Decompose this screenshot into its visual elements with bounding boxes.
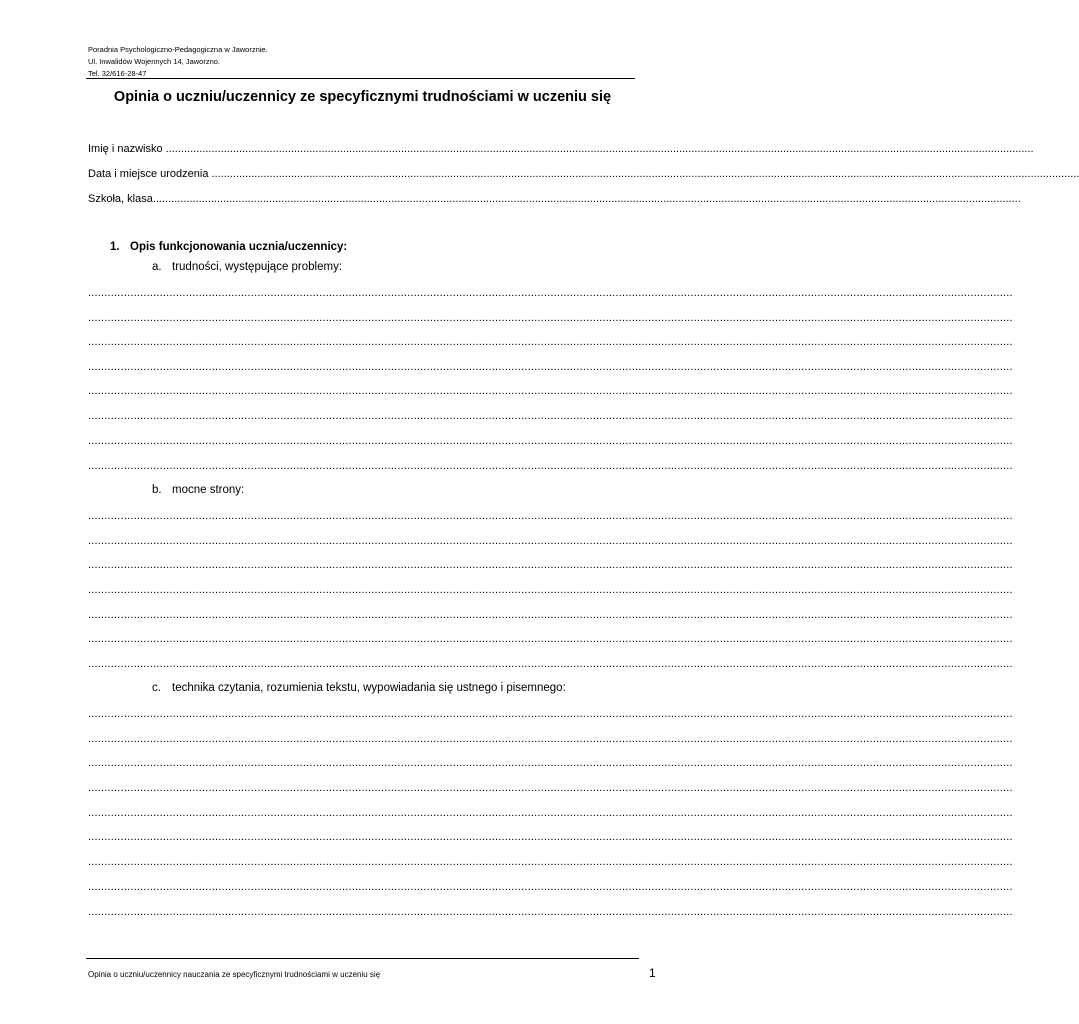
header-institution: Poradnia Psychologiczno-Pedagogiczna w Jaworznie. <box>88 45 268 54</box>
answer-line: ............................................................................................................................................................................................................................................................................................ <box>88 733 1013 745</box>
answer-line: ............................................................................................................................................................................................................................................................................................ <box>88 287 1013 299</box>
answer-line: ............................................................................................................................................................................................................................................................................................ <box>88 361 1013 373</box>
answer-line: ............................................................................................................................................................................................................................................................................................ <box>88 906 1013 918</box>
answer-line: ............................................................................................................................................................................................................................................................................................ <box>88 312 1013 324</box>
answer-line: ............................................................................................................................................................................................................................................................................................ <box>88 856 1013 868</box>
answer-line: ............................................................................................................................................................................................................................................................................................ <box>88 782 1013 794</box>
header-phone: Tel. 32/616-28-47 <box>88 69 147 78</box>
birth-field <box>88 168 1079 180</box>
subsection-a-heading <box>152 261 342 273</box>
school-dots: ............................................................................................................................................................................................................................................................................................ <box>152 193 1021 205</box>
birth-dots: ............................................................................................................................................................................................................................................................................................ <box>211 168 1079 180</box>
section-1-number: 1. <box>110 241 120 253</box>
answer-line: ............................................................................................................................................................................................................................................................................................ <box>88 460 1013 472</box>
document-title: Opinia o uczniu/uczennicy ze specyficznymi trudnościami w uczeniu się <box>113 89 612 105</box>
answer-line: ............................................................................................................................................................................................................................................................................................ <box>88 807 1013 819</box>
answer-line: ............................................................................................................................................................................................................................................................................................ <box>88 831 1013 843</box>
name-field <box>88 143 1034 155</box>
name-label: Imię i nazwisko <box>88 143 166 155</box>
answer-line: ............................................................................................................................................................................................................................................................................................ <box>88 658 1013 670</box>
header-street: Ul. Inwalidów Wojennych 14, Jaworzno. <box>88 57 221 66</box>
answer-line: ............................................................................................................................................................................................................................................................................................ <box>88 535 1013 547</box>
answer-line: ............................................................................................................................................................................................................................................................................................ <box>88 757 1013 769</box>
answer-line: ............................................................................................................................................................................................................................................................................................ <box>88 385 1013 397</box>
header-address <box>88 44 268 80</box>
section-1-title: Opis funkcjonowania ucznia/uczennicy: <box>130 241 348 253</box>
answer-line: ............................................................................................................................................................................................................................................................................................ <box>88 510 1013 522</box>
answer-line: ............................................................................................................................................................................................................................................................................................ <box>88 881 1013 893</box>
school-label: Szkoła, klasa <box>88 193 153 205</box>
footer-text: Opinia o uczniu/uczennicy nauczania ze specyficznymi trudnościami w uczeniu się <box>88 970 381 979</box>
subsection-b-heading <box>152 484 244 496</box>
subsection-a-label: trudności, występujące problemy: <box>172 261 343 273</box>
answer-line: ............................................................................................................................................................................................................................................................................................ <box>88 609 1013 621</box>
subsection-b-label: mocne strony: <box>172 484 245 496</box>
school-field <box>88 193 1021 205</box>
answer-line: ............................................................................................................................................................................................................................................................................................ <box>88 435 1013 447</box>
subsection-c-letter: c. <box>152 682 161 694</box>
answer-line: ............................................................................................................................................................................................................................................................................................ <box>88 410 1013 422</box>
answer-line: ............................................................................................................................................................................................................................................................................................ <box>88 633 1013 645</box>
page-number: 1 <box>649 966 656 980</box>
subsection-c-heading <box>152 682 566 694</box>
answer-line: ............................................................................................................................................................................................................................................................................................ <box>88 708 1013 720</box>
footer-divider <box>86 958 639 959</box>
subsection-a-letter: a. <box>152 261 162 273</box>
name-dots: ............................................................................................................................................................................................................................................................................................ <box>165 143 1034 155</box>
header-divider <box>86 78 635 79</box>
birth-label: Data i miejsce urodzenia <box>88 168 212 180</box>
answer-line: ............................................................................................................................................................................................................................................................................................ <box>88 559 1013 571</box>
subsection-c-label: technika czytania, rozumienia tekstu, wypowiadania się ustnego i pisemnego: <box>172 682 566 694</box>
section-1-heading <box>110 241 347 253</box>
answer-line: ............................................................................................................................................................................................................................................................................................ <box>88 336 1013 348</box>
answer-line: ............................................................................................................................................................................................................................................................................................ <box>88 584 1013 596</box>
subsection-b-letter: b. <box>152 484 162 496</box>
